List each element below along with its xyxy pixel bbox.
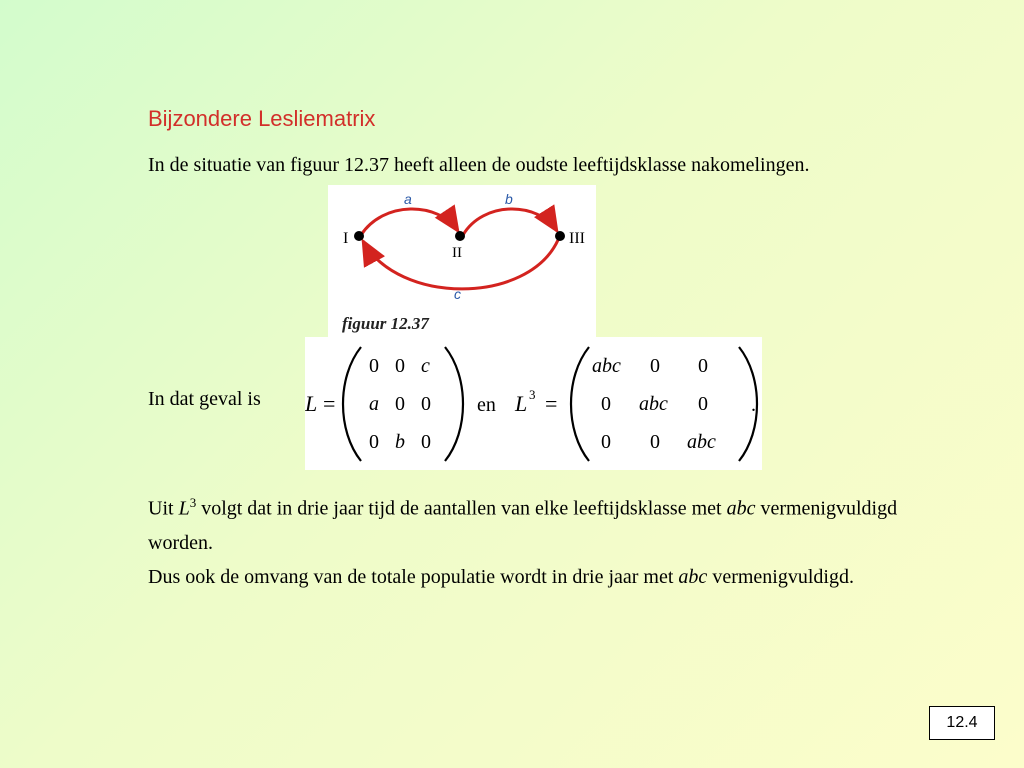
- L3-exponent: 3: [529, 387, 536, 402]
- L-r2c1: a: [369, 393, 379, 415]
- L3-r1c1: abc: [592, 355, 621, 377]
- conclusion-text-5: vermenigvuldigd.: [707, 565, 854, 588]
- L3-r3c1: 0: [601, 431, 611, 453]
- paragraph-conclusion: [148, 486, 948, 594]
- conclusion-text-2: volgt dat in drie jaar tijd de aantallen van elke leeftijdsklasse met: [196, 497, 727, 520]
- arrow-b: [463, 209, 557, 235]
- L3-r1c3: 0: [698, 355, 708, 377]
- conclusion-abc-2: abc: [678, 565, 708, 588]
- conclusion-text-4: Dus ook de omvang van de totale populatie wordt in drie jaar met: [148, 565, 679, 588]
- node-I: [354, 231, 364, 241]
- edge-label-c: c: [454, 286, 461, 302]
- connector-en: en: [477, 394, 496, 416]
- conclusion-exponent: 3: [189, 495, 197, 510]
- L-r2c2: 0: [395, 393, 405, 415]
- equals-1: =: [323, 391, 336, 416]
- equation-period: .: [751, 394, 756, 416]
- L-r3c1: 0: [369, 431, 379, 453]
- L3-symbol: L: [515, 391, 528, 416]
- L3-r2c2: abc: [639, 393, 668, 415]
- figure-12-37: [328, 185, 596, 337]
- edge-label-b: b: [505, 191, 513, 207]
- node-label-III: III: [569, 230, 585, 247]
- conclusion-abc-1: abc: [726, 497, 756, 520]
- conclusion-text-1: Uit: [148, 497, 179, 520]
- L3-r3c3: abc: [687, 431, 716, 453]
- conclusion-text-3: vermenigvuldigd worden.: [148, 497, 898, 554]
- L3-r2c3: 0: [698, 393, 708, 415]
- node-label-II: II: [452, 245, 462, 261]
- arrow-a: [361, 209, 458, 235]
- L3-r2c1: 0: [601, 393, 611, 415]
- L-r3c2: b: [395, 431, 405, 453]
- L3-r3c2: 0: [650, 431, 660, 453]
- slide-title: Bijzondere Lesliematrix: [148, 106, 376, 131]
- L-r2c3: 0: [421, 393, 431, 415]
- L-r1c3: c: [421, 355, 430, 377]
- equals-2: =: [545, 391, 558, 416]
- L-r1c2: 0: [395, 355, 405, 377]
- paragraph-intro: In de situatie van figuur 12.37 heeft alleen de oudste leeftijdsklasse nakomelingen.: [148, 154, 810, 176]
- node-II: [455, 231, 465, 241]
- conclusion-L: L: [178, 497, 190, 520]
- node-label-I: I: [343, 230, 349, 247]
- figure-caption: figuur 12.37: [342, 314, 429, 333]
- L-symbol: L: [305, 391, 318, 416]
- L-r3c3: 0: [421, 431, 431, 453]
- matrix-equation: [305, 337, 762, 470]
- L3-r1c2: 0: [650, 355, 660, 377]
- page-number: 12.4: [929, 706, 995, 740]
- edge-label-a: a: [404, 191, 412, 207]
- node-III: [555, 231, 565, 241]
- L-r1c1: 0: [369, 355, 379, 377]
- paragraph-matrix-intro: In dat geval is: [148, 388, 261, 410]
